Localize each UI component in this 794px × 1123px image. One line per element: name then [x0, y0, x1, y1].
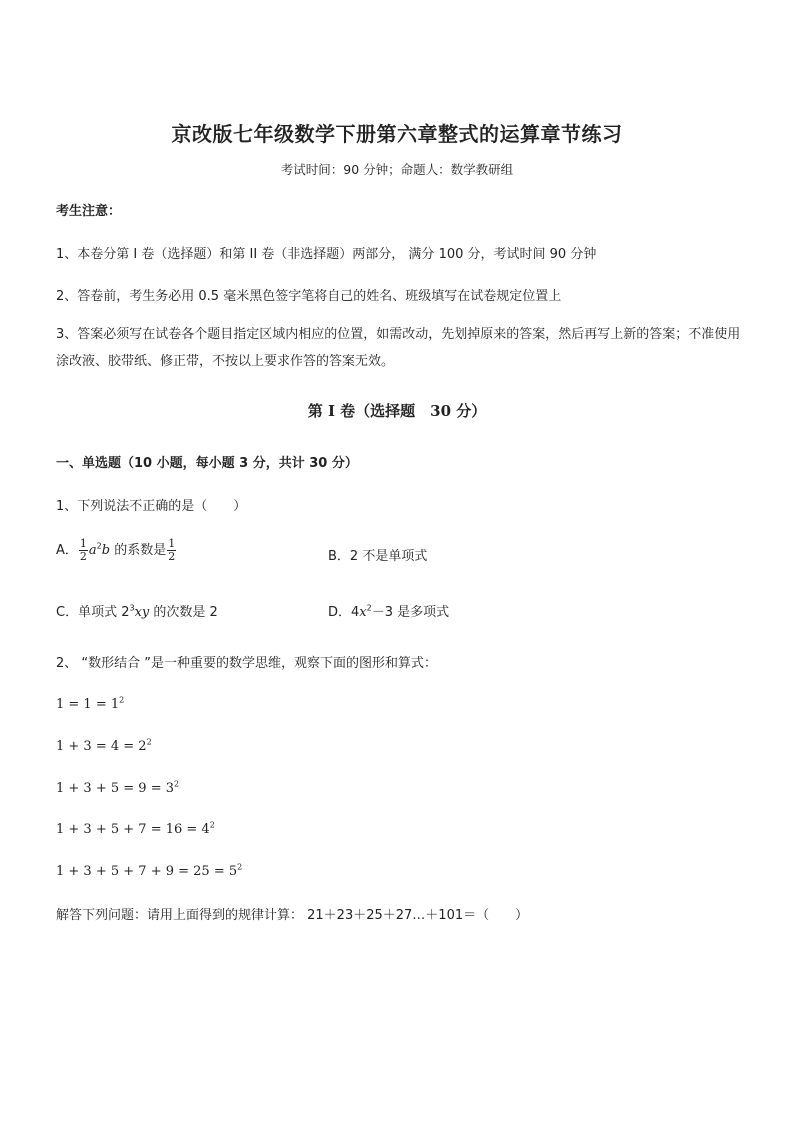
question-1-option-a[interactable] — [56, 538, 177, 563]
question-2-stem: 2、 “数形结合 ”是一种重要的数学思维，观察下面的图形和算式： — [56, 656, 438, 671]
notice-heading: 考生注意： — [56, 204, 122, 219]
equation-text: 1 + 3 = 4 = 2 — [56, 739, 147, 754]
equation-text: 1 + 3 + 5 + 7 + 9 = 25 = 5 — [56, 864, 238, 879]
equation-4 — [56, 822, 215, 837]
var-b: b — [101, 543, 111, 558]
equation-2 — [56, 739, 152, 754]
equation-exponent: 2 — [119, 695, 125, 705]
question-1-stem: 1、下列说法不正确的是（ ） — [56, 499, 247, 514]
notice-item-3: 3、答案必须写在试卷各个题目指定区域内相应的位置，如需改动，先划掉原来的答案，然后再写上新的答案；不准使用涂改液、胶带纸、修正带，不按以上要求作答的答案无效。 — [56, 327, 741, 369]
section-title: 第 I 卷（选择题 30 分） — [307, 402, 487, 420]
option-d-prefix: D．4 — [328, 605, 360, 620]
notice-item-2: 2、答卷前，考生务必用 0.5 毫米黑色签字笔将自己的姓名、班级填写在试卷规定位置上 — [56, 289, 562, 304]
notice-item-1: 1、本卷分第 I 卷（选择题）和第 II 卷（非选择题）两部分， 满分 100 分，考试时间 90 分钟 — [56, 247, 597, 262]
fraction-half — [79, 538, 88, 563]
option-d-suffix: －3 是多项式 — [371, 605, 450, 620]
equation-exponent: 2 — [146, 737, 152, 747]
var-xy: xy — [134, 605, 150, 620]
option-c-suffix: 的次数是 2 — [149, 605, 218, 620]
exam-subtitle: 考试时间：90 分钟；命题人：数学教研组 — [280, 162, 514, 177]
question-1-option-c[interactable] — [56, 601, 218, 620]
option-a-prefix: A． — [56, 543, 78, 558]
equation-text: 1 = 1 = 1 — [56, 697, 120, 712]
var-x: x — [359, 605, 367, 620]
option-c-prefix: C．单项式 2 — [56, 605, 130, 620]
fraction-numerator: 1 — [79, 537, 87, 550]
question-1-option-d[interactable] — [328, 601, 449, 620]
exp-d: 2 — [366, 603, 372, 613]
equation-text: 1 + 3 + 5 = 9 = 3 — [56, 781, 174, 796]
equation-text: 1 + 3 + 5 + 7 = 16 = 4 — [56, 822, 210, 837]
equation-1 — [56, 697, 124, 712]
equation-5 — [56, 864, 242, 879]
question-1-option-b[interactable]: B．2 不是单项式 — [328, 549, 428, 564]
fraction-half-answer — [167, 538, 176, 563]
question-2-prompt: 解答下列问题：请用上面得到的规律计算： 21＋23＋25＋27…＋101＝（ ） — [56, 908, 529, 923]
exp-c: 3 — [129, 603, 135, 613]
var-a: a — [88, 543, 97, 558]
exam-title: 京改版七年级数学下册第六章整式的运算章节练习 — [171, 122, 623, 146]
fraction-numerator: 1 — [168, 537, 176, 550]
equation-exponent: 2 — [173, 779, 180, 789]
fraction-denominator: 2 — [79, 550, 87, 563]
option-a-middle: 的系数是 — [110, 543, 167, 558]
equation-exponent: 2 — [237, 862, 243, 872]
fraction-denominator: 2 — [168, 550, 176, 563]
exp-a: 2 — [96, 541, 102, 551]
part-heading: 一、单选题（10 小题，每小题 3 分，共计 30 分） — [56, 456, 358, 471]
equation-exponent: 2 — [209, 820, 215, 830]
equation-3 — [56, 781, 179, 796]
